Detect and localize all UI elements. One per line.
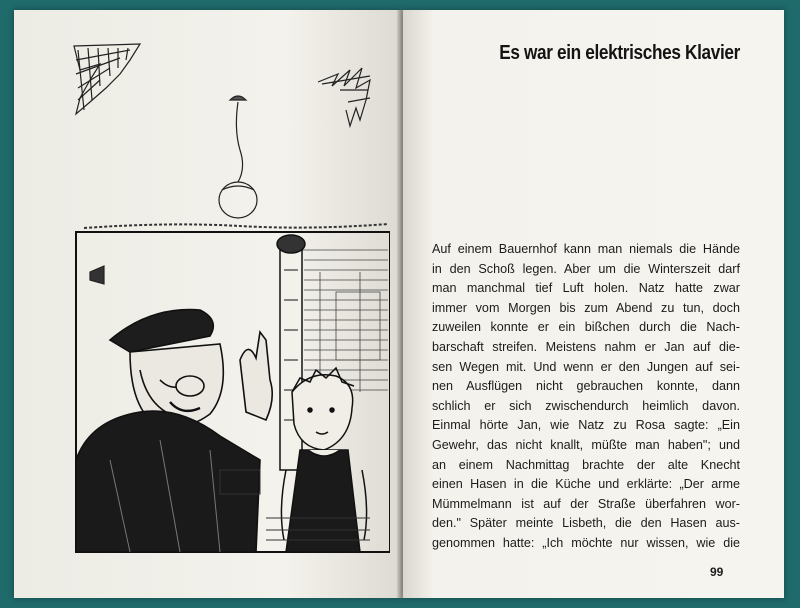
ink-illustration (70, 40, 390, 560)
text-line: genommen hatte: „Ich möchte nur wissen, wie die (432, 535, 740, 550)
text-line: zuweilen konnte er ein bißchen durch die Nach- (432, 320, 740, 335)
text-line: Gewehr, das nicht knallt, müßte man haben"; und (432, 437, 740, 452)
hanging-lamp (219, 96, 257, 218)
scribble-top-left (74, 44, 140, 114)
old-man-figure (76, 310, 272, 552)
chapter-title: Es war ein elektrisches Klavier (499, 42, 740, 64)
left-page (14, 10, 401, 598)
text-line: in den Schoß legen. Aber um die Winterszeit darf (432, 261, 740, 276)
text-line: Mümmelmann ist auf der Straße überfahren wor- (432, 496, 740, 511)
scribble-top-right (318, 68, 370, 126)
text-line: Einmal hörte Jan, wie Natz zu Rosa sagte: „Ein (432, 418, 740, 433)
body-text (432, 240, 740, 554)
text-line: den." Später meinte Lisbeth, die den Hasen aus- (432, 516, 740, 531)
text-line: sen Wegen mit. Und wenn er den Jungen auf sei- (432, 359, 740, 374)
text-line: barschaft streifen. Meistens nahm er Jan auf die- (432, 339, 740, 354)
text-line: an einem Nachmittag brachte der alte Knecht (432, 457, 740, 472)
background-hatching (300, 250, 388, 392)
text-line: nen Ausflügen nicht gebrauchen konnte, dann (432, 379, 740, 394)
text-line: Auf einem Bauernhof kann man niemals die Hände (432, 242, 740, 256)
text-line: einen Hasen in die Küche und erklärte: „Der arme (432, 477, 740, 492)
ceiling-line (84, 224, 388, 228)
text-line: man manchmal tief Luft holen. Natz hatte zwar (432, 281, 740, 296)
text-line: schlich er sich zwischendurch heimlich davon. (432, 398, 740, 413)
wall-lamp (90, 266, 104, 284)
text-line: immer vom Morgen bis zum Abend zu tun, doch (432, 300, 740, 315)
page-number: 99 (710, 565, 724, 579)
